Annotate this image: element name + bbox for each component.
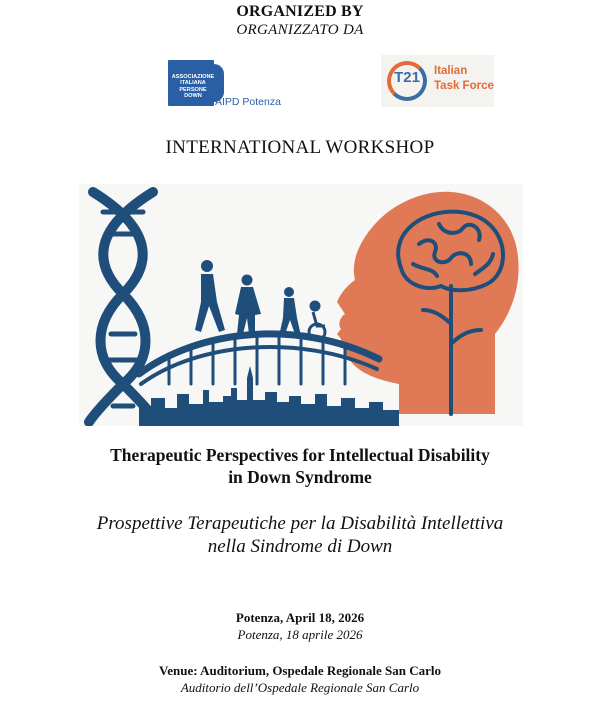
event-type-heading: INTERNATIONAL WORKSHOP (165, 137, 435, 158)
city-skyline-icon (139, 366, 399, 426)
bridge-icon (139, 334, 379, 384)
organized-by-heading: ORGANIZED BY (236, 3, 364, 20)
dna-helix-icon (89, 192, 157, 422)
aipd-logo (168, 60, 298, 112)
workshop-title-italian (0, 512, 600, 558)
workshop-title-italian-line1: Prospettive Terapeutiche per la Disabilità Intellettiva (96, 513, 504, 534)
t21-logo (381, 55, 494, 107)
aipd-logo-name: AIPD Potenza (215, 96, 281, 108)
t21-logo-text: Italian Task Force (434, 65, 494, 92)
event-date-italian: Potenza, 18 aprile 2026 (237, 627, 363, 642)
walking-family-icon (195, 260, 301, 337)
t21-logo-mark: T21 (394, 69, 420, 86)
workshop-title-english-line2: in Down Syndrome (228, 467, 372, 487)
workshop-title-english-line1: Therapeutic Perspectives for Intellectual Disability (110, 445, 490, 465)
aipd-logo-wordmark: ASSOCIAZIONE ITALIANA PERSONE DOWN (171, 74, 215, 100)
event-date-english: Potenza, April 18, 2026 (235, 610, 365, 625)
workshop-title-italian-line2: nella Sindrome di Down (207, 536, 393, 557)
venue-italian: Auditorio dell’Ospedale Regionale San Carlo (180, 680, 420, 695)
workshop-title-english (0, 444, 600, 488)
workshop-illustration (79, 184, 523, 426)
organizzato-da-heading: ORGANIZZATO DA (236, 22, 364, 38)
venue-english: Venue: Auditorium, Ospedale Regionale San Carlo (159, 663, 441, 678)
